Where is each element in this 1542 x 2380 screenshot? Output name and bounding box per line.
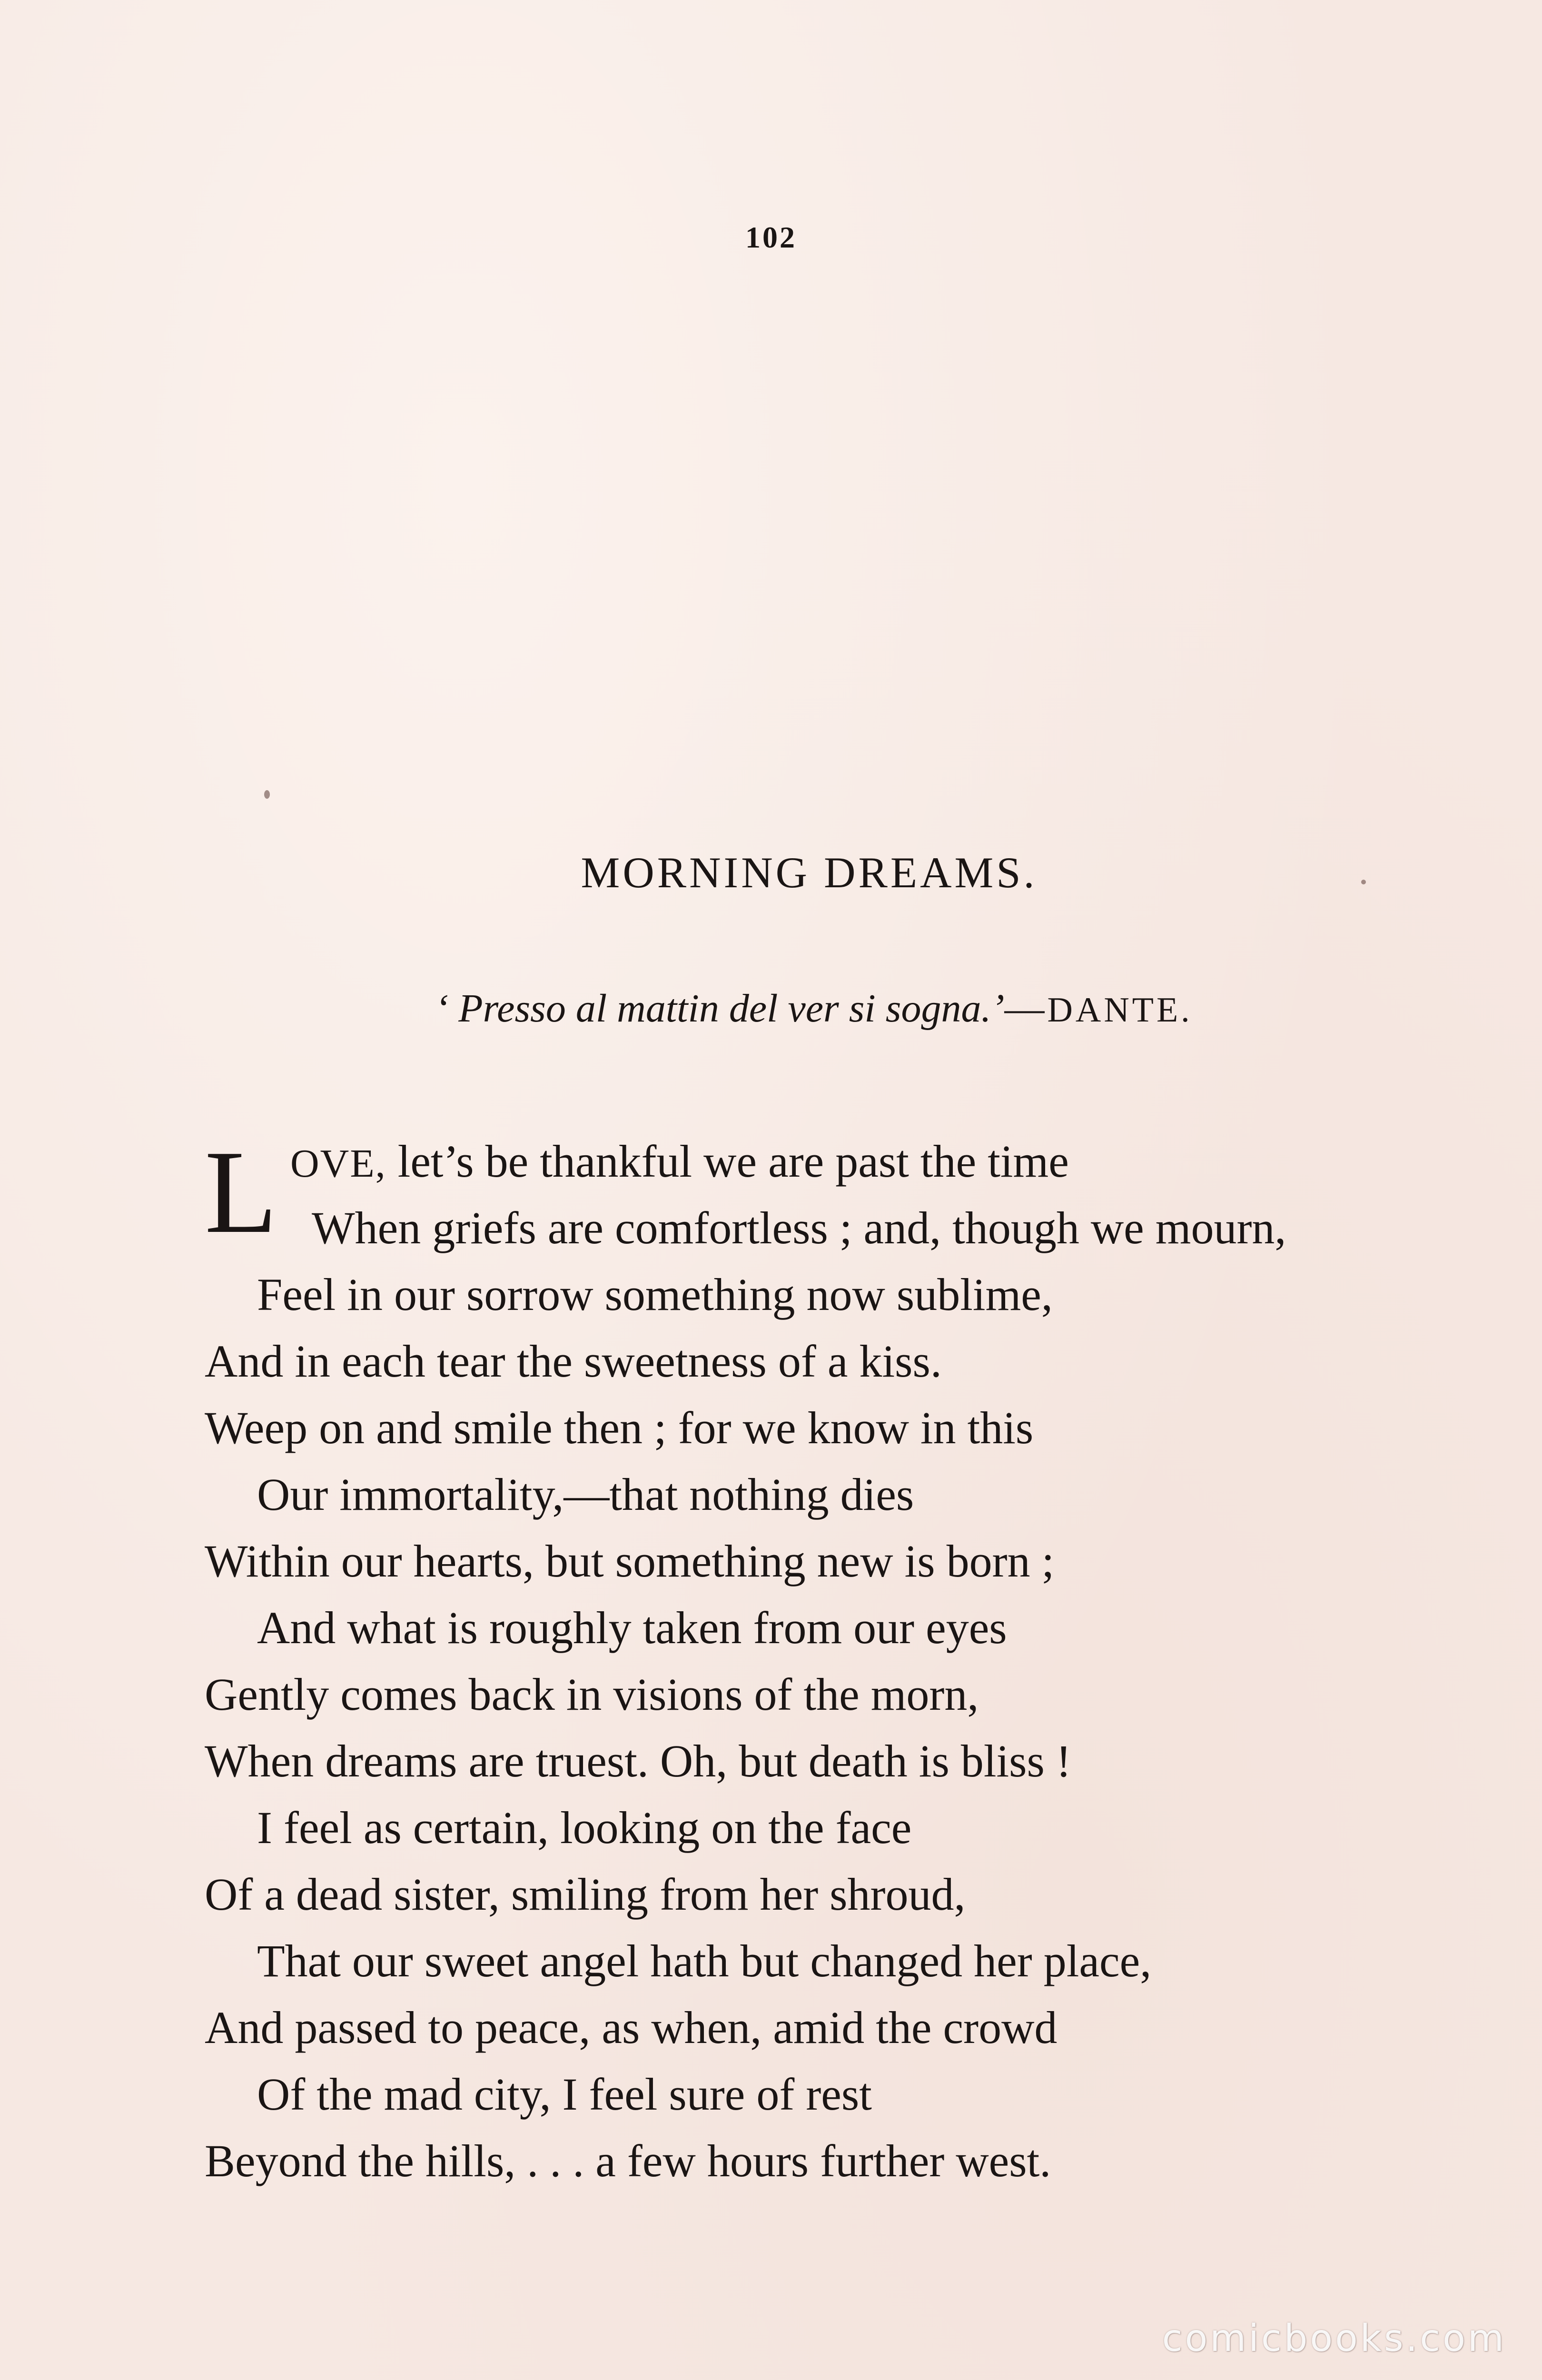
bleed-through-text — [390, 333, 1437, 762]
poem-line-5: Weep on and smile then ; for we know in this — [205, 1402, 1034, 1453]
epigraph-quote: ‘ Presso al mattin del ver si sogna.’ — [435, 986, 1005, 1031]
first-line-rest: let’s be thankful we are past the time — [386, 1136, 1069, 1187]
poem-line-13: That our sweet angel hath but changed her place, — [257, 1935, 1152, 1986]
poem-line-4: And in each tear the sweetness of a kiss. — [205, 1336, 942, 1387]
poem-line-2: When griefs are comfortless ; and, though we mourn, — [312, 1202, 1286, 1253]
poem-line-6: Our immortality,—that nothing dies — [257, 1469, 914, 1520]
epigraph-author: DANTE. — [1047, 991, 1193, 1030]
drop-cap: L — [205, 1126, 277, 1258]
first-line-text — [290, 1128, 1069, 1195]
poem-line-11: I feel as certain, looking on the face — [257, 1802, 912, 1853]
epigraph — [0, 985, 1542, 1031]
poem-line-9: Gently comes back in visions of the morn, — [205, 1669, 979, 1720]
poem-line-10: When dreams are truest. Oh, but death is bliss ! — [205, 1735, 1071, 1786]
epigraph-dash: — — [1004, 986, 1045, 1031]
paper-speck — [1361, 880, 1366, 884]
page-number: 102 — [745, 220, 797, 254]
paper-speck — [264, 790, 270, 799]
first-line-smallcaps: OVE, — [290, 1141, 386, 1186]
watermark-logo: comicbooks.com — [1162, 2317, 1506, 2360]
poem-line-12: Of a dead sister, smiling from her shroud, — [205, 1869, 966, 1920]
poem-line-16: Beyond the hills, . . . a few hours further west. — [205, 2135, 1051, 2186]
poem-line-7: Within our hearts, but something new is born ; — [205, 1536, 1055, 1587]
poem-line-3: Feel in our sorrow something now sublime, — [257, 1269, 1053, 1320]
poem-line-14: And passed to peace, as when, amid the crowd — [205, 2002, 1058, 2053]
poem-line-15: Of the mad city, I feel sure of rest — [257, 2069, 872, 2120]
poem-line-8: And what is roughly taken from our eyes — [257, 1602, 1007, 1653]
poem-title: MORNING DREAMS. — [581, 848, 1038, 897]
